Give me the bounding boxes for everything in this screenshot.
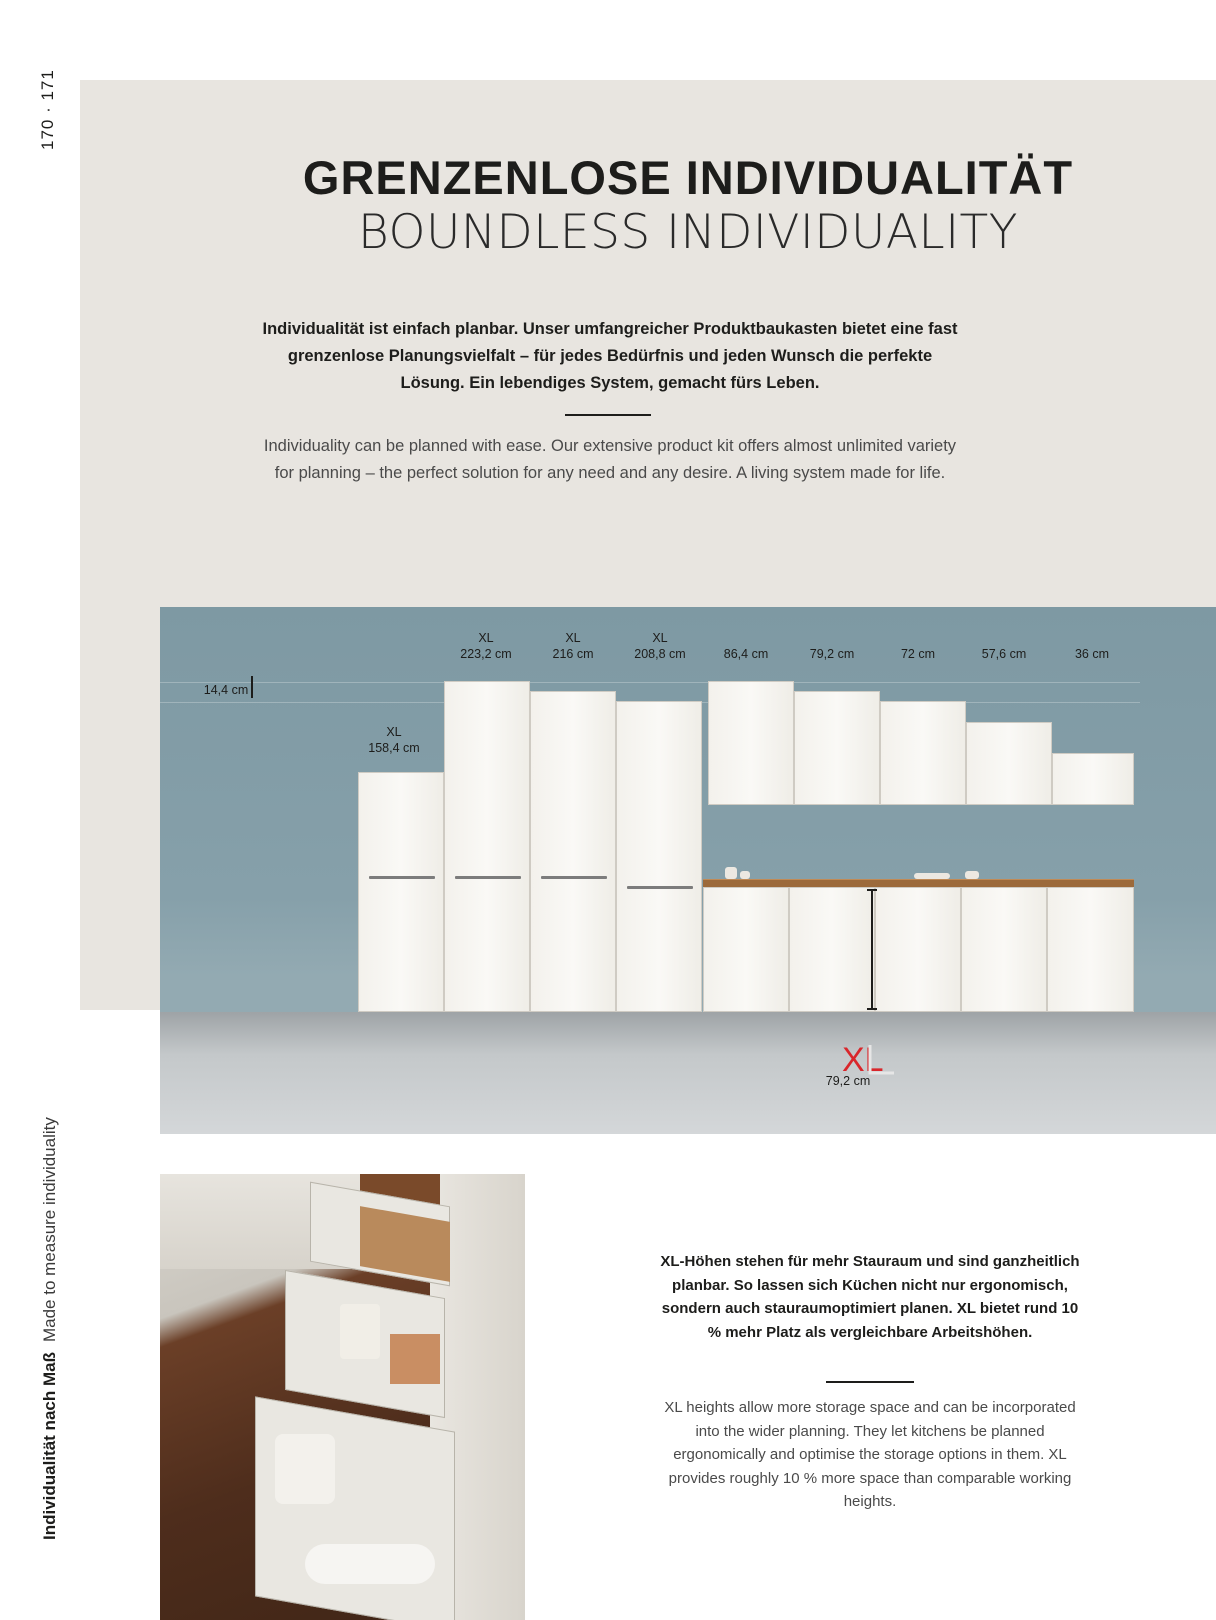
divider <box>826 1381 914 1383</box>
base-height-label: 79,2 cm <box>825 1074 871 1088</box>
plates <box>340 1304 380 1359</box>
page-title-en: BOUNDLESS INDIVIDUALITY <box>358 205 1018 260</box>
grid-step-label: 14,4 cm <box>203 683 249 697</box>
side-caption-en: Made to measure individuality <box>40 1117 59 1343</box>
tall-cabinet-223 <box>444 681 530 1012</box>
height-value: 216 cm <box>552 647 594 661</box>
xl-tag: XL <box>386 725 402 739</box>
cabinet-handle <box>541 876 607 879</box>
cabinet-handle <box>455 876 521 879</box>
intro-text-de: Individualität ist einfach planbar. Unser umfangreicher Produktbaukasten bietet eine fast grenzenlose Planungsvielfalt – für jedes Bedürfnis und jeden Wunsch die perfekte Lösung. Ein lebendiges System, gemacht fürs Leben. <box>262 320 958 392</box>
drawer-bottom <box>255 1396 455 1620</box>
page-title-de: GRENZENLOSE INDIVIDUALITÄT <box>302 151 1074 204</box>
measure-cap <box>867 889 877 891</box>
xl-logo-text: XL <box>842 1041 884 1079</box>
jar <box>725 867 737 879</box>
height-label-72: 72 cm <box>900 647 936 661</box>
grid-line <box>160 682 1140 683</box>
plate <box>914 873 950 879</box>
height-label-79: 79,2 cm <box>809 647 855 661</box>
tall-cabinet-216 <box>530 691 616 1012</box>
xl-tag: XL <box>652 631 668 645</box>
xl-tag: XL <box>478 631 494 645</box>
xl-tag: XL <box>565 631 581 645</box>
page-number: 170 · 171 <box>38 69 57 150</box>
height-value: 208,8 cm <box>634 647 686 661</box>
kitchen-height-diagram <box>160 607 1216 1134</box>
height-label-86: 86,4 cm <box>723 647 769 661</box>
wall-cabinet-57 <box>966 722 1052 805</box>
side-caption <box>40 1040 64 1540</box>
height-label-216 <box>528 630 618 662</box>
wall-cabinet-36 <box>1052 753 1134 805</box>
cabinet-handle <box>369 876 435 879</box>
base-cabinet <box>703 887 789 1012</box>
drawer-photo <box>160 1174 525 1620</box>
base-cabinet <box>875 887 961 1012</box>
side-caption-de: Individualität nach Maß <box>40 1352 59 1540</box>
xl-text-en: XL heights allow more storage space and can be incorporated into the wider planning. They let kitchens be planned ergonomically and optimise the storage options in them. XL provides roughly 10 % more space than comparable working heights. <box>664 1399 1076 1510</box>
height-value: 223,2 cm <box>460 647 512 661</box>
cabinet-handle <box>627 886 693 889</box>
cup <box>740 871 750 879</box>
intro-text-en: Individuality can be planned with ease. Our extensive product kit offers almost unlimited variety for planning – the perfect solution for any need and any desire. A living system made for life. <box>263 437 957 482</box>
tall-cabinet-158 <box>358 772 444 1012</box>
base-cabinet <box>961 887 1047 1012</box>
base-cabinet <box>789 887 875 1012</box>
baking-dish <box>305 1544 435 1584</box>
bowl <box>965 871 979 879</box>
wall-cabinet-79 <box>794 691 880 805</box>
tall-cabinet-208 <box>616 701 702 1012</box>
base-height-measure <box>871 889 873 1010</box>
plate-stack <box>275 1434 335 1504</box>
spice-box <box>390 1334 440 1384</box>
height-label-208 <box>615 630 705 662</box>
wall-cabinet-86 <box>708 681 794 805</box>
base-cabinet <box>1047 887 1134 1012</box>
height-label-223 <box>441 630 531 662</box>
wall-cabinet-72 <box>880 701 966 805</box>
xl-text-de: XL-Höhen stehen für mehr Stauraum und sind ganzheitlich planbar. So lassen sich Küchen nicht nur ergonomisch, sondern auch stauraumoptimiert planen. XL bietet rund 10 % mehr Platz als vergleichbare Arbeitshöhen. <box>660 1253 1080 1341</box>
measure-cap <box>867 1008 877 1010</box>
height-value: 158,4 cm <box>368 741 420 755</box>
divider <box>565 414 651 416</box>
height-label-158 <box>349 724 439 756</box>
height-label-36: 36 cm <box>1074 647 1110 661</box>
height-label-57: 57,6 cm <box>981 647 1027 661</box>
floor <box>160 1012 1216 1134</box>
